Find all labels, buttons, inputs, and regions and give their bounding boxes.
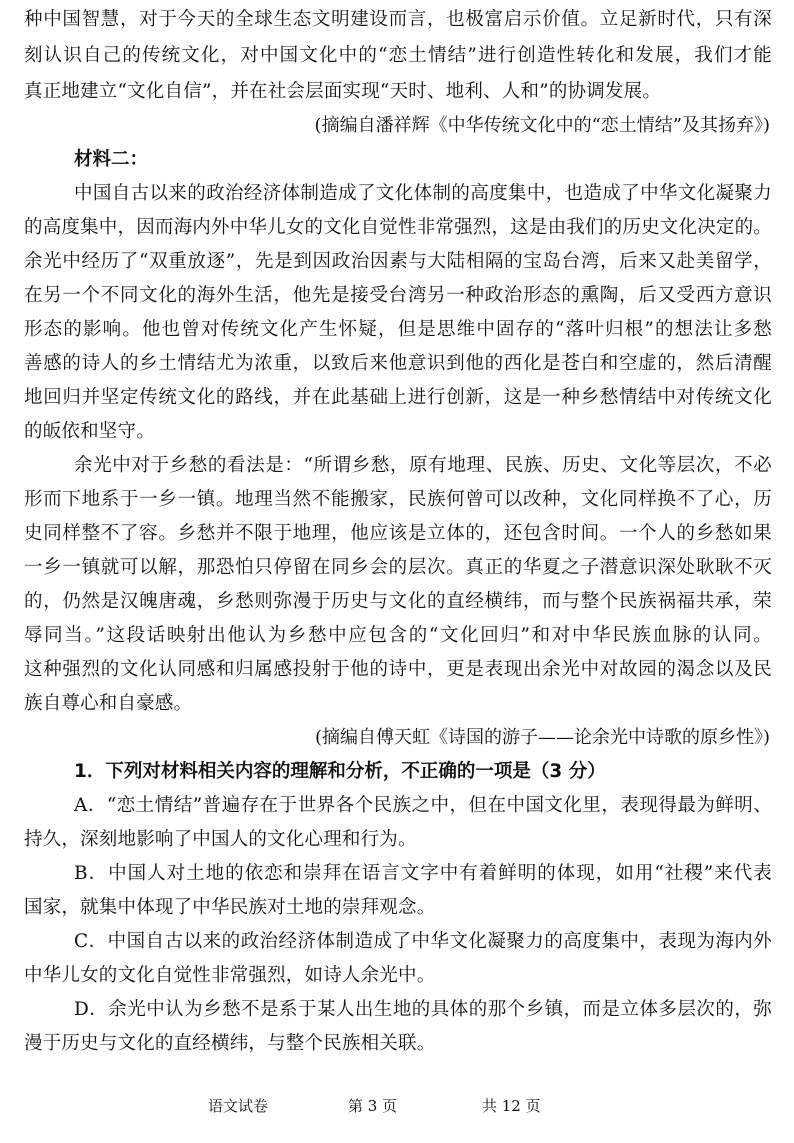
option-c-line-1: C．中国自古以来的政治经济体制造成了中华文化凝聚力的高度集中，表现为海内外 bbox=[74, 931, 772, 952]
option-b-line-1: B．中国人对土地的依恋和崇拜在语言文字中有着鲜明的体现，如用“社稷”来代表 bbox=[74, 863, 772, 884]
option-b-line-2: 国家，就集中体现了中华民族对土地的崇拜观念。 bbox=[24, 897, 436, 918]
source-citation-1: (摘编自潘祥辉《中华传统文化中的“恋土情结”及其扬弃》) bbox=[314, 115, 770, 136]
material2-p2-line-6: 辱同当。”这段话映射出他认为乡愁中应包含的“文化回归”和对中华民族血脉的认同。 bbox=[24, 625, 772, 646]
material2-p1-line-7: 地回归并坚定传统文化的路线，并在此基础上进行创新，这是一种乡愁情结中对传统文化 bbox=[24, 387, 772, 408]
material1-line-2: 刻认识自己的传统文化，对中国文化中的“恋土情结”进行创造性转化和发展，我们才能 bbox=[24, 45, 772, 66]
material2-p2-line-3: 史同样整不了容。乡愁并不限于地理，他应该是立体的，还包含时间。一个人的乡愁如果 bbox=[24, 523, 772, 544]
material2-p2-line-1: 余光中对于乡愁的看法是：“所谓乡愁，原有地理、民族、历史、文化等层次，不必 bbox=[74, 455, 772, 476]
option-d-line-2: 漫于历史与文化的直经横纬，与整个民族相关联。 bbox=[24, 1033, 436, 1054]
option-a-line-2: 持久，深刻地影响了中国人的文化心理和行为。 bbox=[24, 829, 417, 850]
material2-p1-line-6: 善感的诗人的乡土情结尤为浓重，以致后来他意识到他的西化是苍白和空虚的，然后清醒 bbox=[24, 353, 772, 374]
option-a-line-1: A．“恋土情结”普遍存在于世界各个民族之中，但在中国文化里，表现得最为鲜明、 bbox=[74, 795, 772, 816]
material2-p1-line-8: 的皈依和坚守。 bbox=[24, 421, 155, 442]
material1-line-1: 种中国智慧，对于今天的全球生态文明建设而言，也极富启示价值。立足新时代，只有深 bbox=[24, 9, 772, 30]
material2-p2-line-8: 族自尊心和自豪感。 bbox=[24, 693, 193, 714]
material2-p2-line-7: 这种强烈的文化认同感和归属感投射于他的诗中，更是表现出余光中对故园的渴念以及民 bbox=[24, 659, 772, 680]
material2-p1-line-2: 的高度集中，因而海内外中华儿女的文化自觉性非常强烈，这是由我们的历史文化决定的。 bbox=[24, 217, 772, 238]
material2-p1-line-5: 形态的影响。他也曾对传统文化产生怀疑，但是思维中固存的“落叶归根”的想法让多愁 bbox=[24, 319, 772, 340]
question-1-stem: 1．下列对材料相关内容的理解和分析，不正确的一项是（3 分） bbox=[74, 761, 606, 782]
footer-subject: 语文试卷 bbox=[208, 1097, 269, 1115]
option-c-line-2: 中华儿女的文化自觉性非常强烈，如诗人余光中。 bbox=[24, 965, 436, 986]
footer-total-pages: 共 12 页 bbox=[482, 1097, 541, 1115]
option-d-line-1: D．余光中认为乡愁不是系于某人出生地的具体的那个乡镇，而是立体多层次的，弥 bbox=[74, 999, 772, 1020]
material2-p1-line-4: 在另一个不同文化的海外生活，他先是接受台湾另一种政治形态的熏陶，后又受西方意识 bbox=[24, 285, 772, 306]
material1-line-3: 真正地建立“文化自信”，并在社会层面实现“天时、地利、人和”的协调发展。 bbox=[24, 81, 662, 102]
material2-p1-line-1: 中国自古以来的政治经济体制造成了文化体制的高度集中，也造成了中华文化凝聚力 bbox=[74, 183, 772, 204]
material2-p2-line-5: 的，仍然是汉魄唐魂，乡愁则弥漫于历史与文化的直经横纬，而与整个民族祸福共承，荣 bbox=[24, 591, 772, 612]
material2-title: 材料二： bbox=[74, 149, 149, 170]
footer-page-number: 第 3 页 bbox=[348, 1097, 398, 1115]
material2-p2-line-4: 一乡一镇就可以解，那恐怕只停留在同乡会的层次。真正的华夏之子潜意识深处耿耿不灭 bbox=[24, 557, 772, 578]
source-citation-2: (摘编自傅天虹《诗国的游子——论余光中诗歌的原乡性》) bbox=[314, 727, 770, 748]
exam-page bbox=[24, 0, 772, 1143]
material2-p2-line-2: 形而下地系于一乡一镇。地理当然不能搬家，民族何曾可以改种，文化同样换不了心，历 bbox=[24, 489, 772, 510]
material2-p1-line-3: 余光中经历了“双重放逐”，先是到因政治因素与大陆相隔的宝岛台湾，后来又赴美留学， bbox=[24, 251, 772, 272]
